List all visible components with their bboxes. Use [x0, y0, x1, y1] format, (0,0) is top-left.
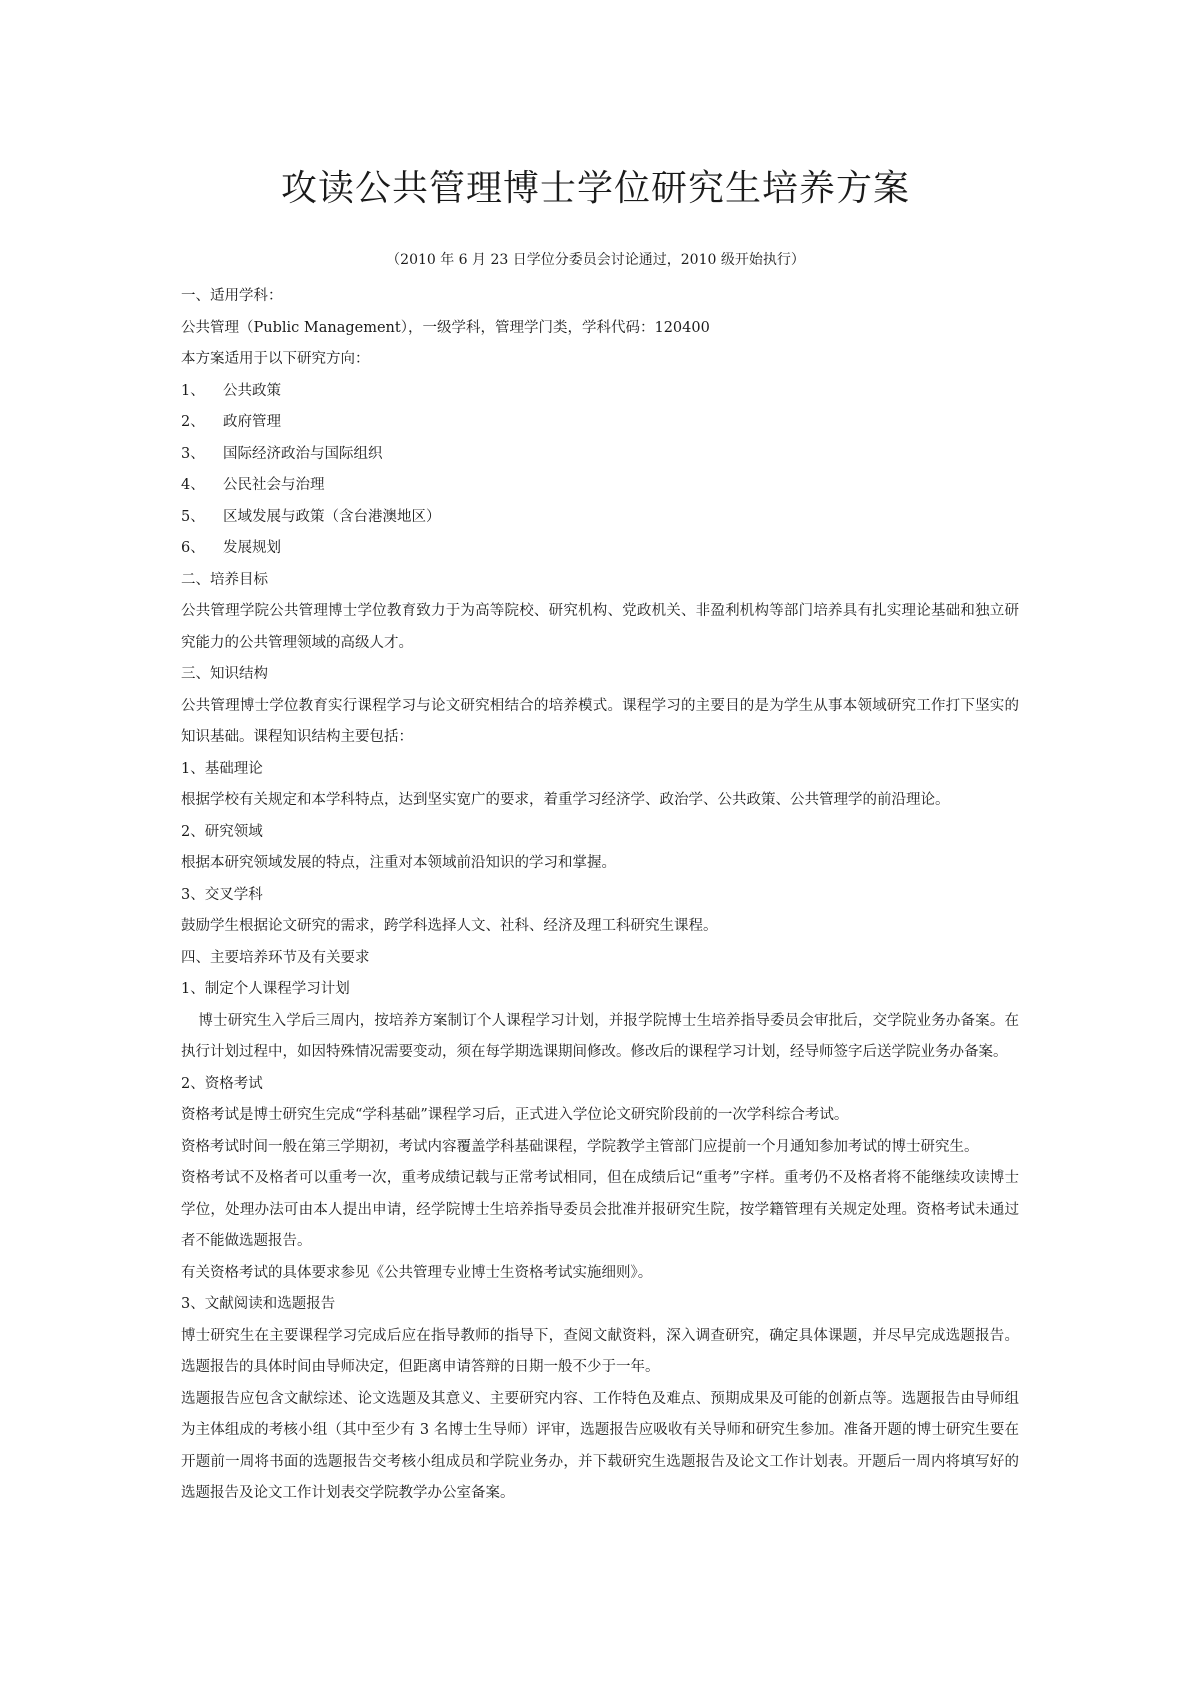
- subsection-heading: 1、基础理论: [181, 760, 263, 777]
- paragraph: 博士研究生在主要课程学习完成后应在指导教师的指导下，查阅文献资料，深入调查研究，确定具体课题，并尽早完成选题报告。选题报告的具体时间由导师决定，但距离申请答辩的日期一般不少于一年。: [181, 1327, 1019, 1375]
- list-number: 4、: [181, 477, 205, 493]
- subsection-heading: 3、文献阅读和选题报告: [181, 1296, 336, 1312]
- list-number: 3、: [181, 445, 205, 462]
- section-heading: 一、适用学科：: [181, 288, 283, 304]
- subsection-heading: 1、制定个人课程学习计划: [181, 981, 350, 997]
- list-text: 发展规划: [223, 540, 281, 556]
- paragraph: 根据学校有关规定和本学科特点，达到坚实宽广的要求，着重学习经济学、政治学、公共政策、公共管理学的前沿理论。: [181, 792, 950, 808]
- list-item: [181, 376, 1019, 408]
- list-number: 1、: [181, 382, 205, 399]
- list-text: 国际经济政治与国际组织: [223, 445, 383, 462]
- paragraph: 公共管理博士学位教育实行课程学习与论文研究相结合的培养模式。课程学习的主要目的是为学生从事本领域研究工作打下坚实的知识基础。课程知识结构主要包括：: [181, 697, 1019, 745]
- paragraph: 鼓励学生根据论文研究的需求，跨学科选择人文、社科、经济及理工科研究生课程。: [181, 918, 718, 934]
- paragraph: 资格考试时间一般在第三学期初，考试内容覆盖学科基础课程，学院教学主管部门应提前一个月通知参加考试的博士研究生。: [181, 1138, 979, 1155]
- list-text: 区域发展与政策（含台港澳地区）: [223, 508, 441, 525]
- subsection-heading: 3、交叉学科: [181, 886, 263, 903]
- list-item: [181, 470, 1019, 502]
- paragraph: 资格考试是博士研究生完成“学科基础”课程学习后，正式进入学位论文研究阶段前的一次学科综合考试。: [181, 1107, 849, 1123]
- list-number: 6、: [181, 540, 205, 556]
- page-title: 攻读公共管理博士学位研究生培养方案: [280, 168, 910, 210]
- list-number: 2、: [181, 414, 205, 430]
- subsection-heading: 2、研究领域: [181, 823, 263, 840]
- list-item: [181, 533, 1019, 565]
- paragraph: 资格考试不及格者可以重考一次，重考成绩记载与正常考试相同，但在成绩后记“重考”字样。重考仍不及格者将不能继续攻读博士学位，处理办法可由本人提出申请，经学院博士生培养指导委员会批准并报研究生院，按学籍管理有关规定处理。资格考试未通过者不能做选题报告。: [181, 1170, 1019, 1249]
- paragraph: 选题报告应包含文献综述、论文选题及其意义、主要研究内容、工作特色及难点、预期成果及可能的创新点等。选题报告由导师组为主体组成的考核小组（其中至少有 3 名博士生导师）评审，选题报告应吸收有关导师和研究生参加。准备开题的博士研究生要在开题前一周将书面的选题报告交考核小组成员和学院业务办，并下载研究生选题报告及论文工作计划表。开题后一周内将填写好的选题报告及论文工作计划表交学院教学办公室备案。: [181, 1390, 1019, 1501]
- list-text: 公共政策: [223, 382, 281, 399]
- section-heading: 三、知识结构: [181, 666, 268, 682]
- document-body: [181, 281, 1019, 1510]
- paragraph: 博士研究生入学后三周内，按培养方案制订个人课程学习计划，并报学院博士生培养指导委员会审批后，交学院业务办备案。在执行计划过程中，如因特殊情况需要变动，须在每学期选课期间修改。修改后的课程学习计划，经导师签字后送学院业务办备案。: [181, 1012, 1019, 1060]
- section-heading: 二、培养目标: [181, 571, 268, 588]
- paragraph: 根据本研究领域发展的特点，注重对本领域前沿知识的学习和掌握。: [181, 855, 616, 871]
- list-item: [181, 439, 1019, 471]
- paragraph: 本方案适用于以下研究方向：: [181, 351, 370, 367]
- paragraph: 公共管理（Public Management），一级学科，管理学门类，学科代码：120400: [181, 319, 710, 336]
- section-heading: 四、主要培养环节及有关要求: [181, 949, 370, 966]
- paragraph: 公共管理学院公共管理博士学位教育致力于为高等院校、研究机构、党政机关、非盈利机构等部门培养具有扎实理论基础和独立研究能力的公共管理领域的高级人才。: [181, 603, 1019, 651]
- approval-note: （2010 年 6 月 23 日学位分委员会讨论通过，2010 级开始执行）: [386, 252, 805, 268]
- list-text: 政府管理: [223, 414, 281, 430]
- list-item: [181, 407, 1019, 439]
- list-text: 公民社会与治理: [223, 477, 325, 493]
- paragraph: 有关资格考试的具体要求参见《公共管理专业博士生资格考试实施细则》。: [181, 1264, 653, 1281]
- list-number: 5、: [181, 508, 205, 525]
- list-item: [181, 502, 1019, 534]
- subsection-heading: 2、资格考试: [181, 1075, 263, 1092]
